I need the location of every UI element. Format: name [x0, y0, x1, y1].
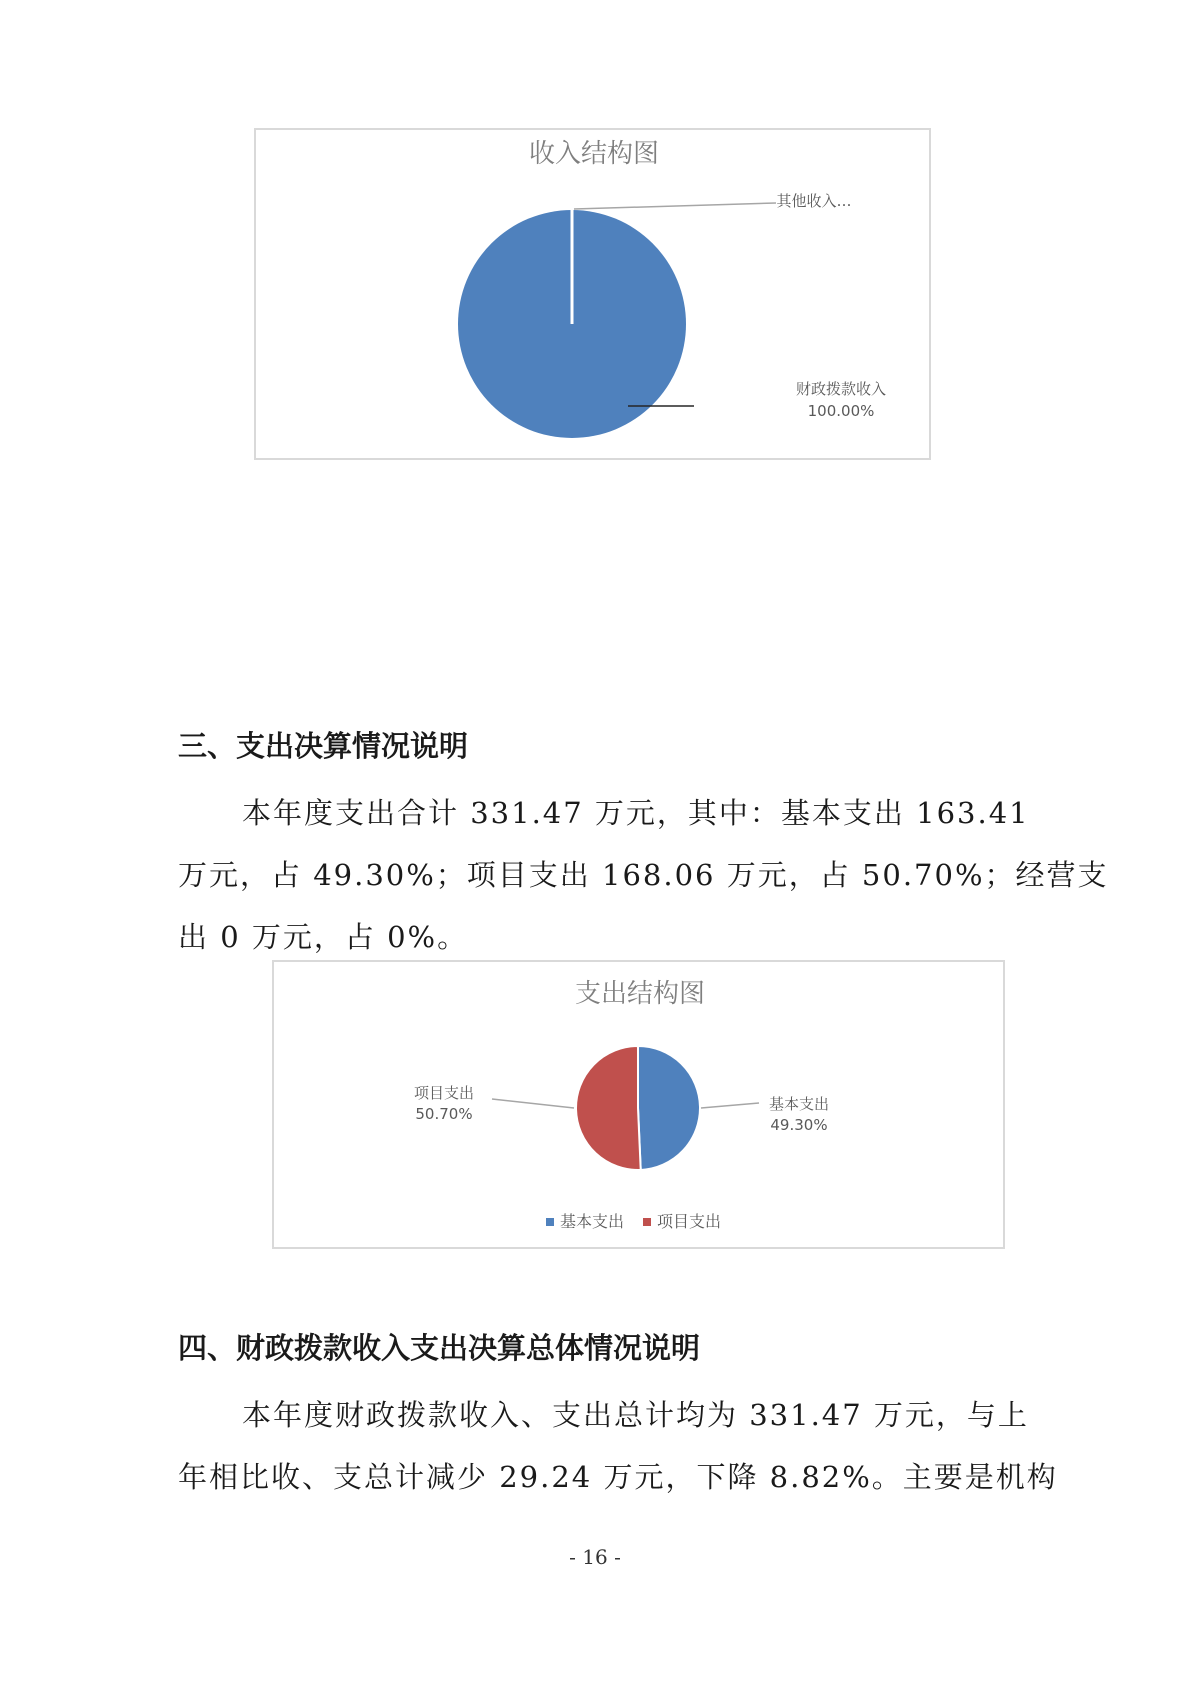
data-label-fiscal-category: 财政拨款收入	[795, 380, 887, 398]
pie-slice-project	[576, 1046, 641, 1170]
data-label-other-category: 其他收入…	[776, 192, 852, 210]
chart-title: 支出结构图	[574, 979, 706, 1009]
income-pie-svg	[256, 130, 933, 462]
chart-title: 收入结构图	[528, 139, 660, 169]
data-label-basic-category: 基本支出	[768, 1095, 830, 1113]
leader-line-basic	[701, 1103, 759, 1108]
leader-line-project	[492, 1099, 574, 1108]
legend-swatch-project	[643, 1218, 651, 1226]
expenditure-structure-chart	[272, 960, 1005, 1249]
data-label-fiscal-percent: 100.00%	[807, 402, 875, 420]
legend-label-basic: 基本支出	[560, 1212, 625, 1231]
data-label-project-category: 项目支出	[413, 1084, 475, 1102]
legend-label-project: 项目支出	[657, 1212, 722, 1231]
paragraph-line: 年相比收、支总计减少 29.24 万元，下降 8.82%。主要是机构	[178, 1460, 1058, 1494]
data-label-basic-percent: 49.30%	[770, 1116, 828, 1134]
legend-swatch-basic	[546, 1218, 554, 1226]
expenditure-pie	[576, 1046, 700, 1170]
leader-line-other	[574, 203, 776, 209]
paragraph-line: 出 0 万元，占 0%。	[178, 920, 469, 954]
paragraph-line: 本年度支出合计 331.47 万元，其中：基本支出 163.41	[242, 796, 1030, 830]
pie-slice-basic	[638, 1046, 700, 1170]
section-heading-expenditure: 三、支出决算情况说明	[178, 729, 469, 763]
paragraph-line: 本年度财政拨款收入、支出总计均为 331.47 万元，与上	[242, 1398, 1029, 1432]
expenditure-pie-svg	[274, 962, 1007, 1251]
section-heading-fiscal-summary: 四、财政拨款收入支出决算总体情况说明	[178, 1331, 701, 1365]
page-number: - 16 -	[569, 1545, 621, 1569]
income-structure-chart	[254, 128, 931, 460]
paragraph-line: 万元，占 49.30%；项目支出 168.06 万元，占 50.70%；经营支	[178, 858, 1109, 892]
data-label-project-percent: 50.70%	[415, 1105, 473, 1123]
